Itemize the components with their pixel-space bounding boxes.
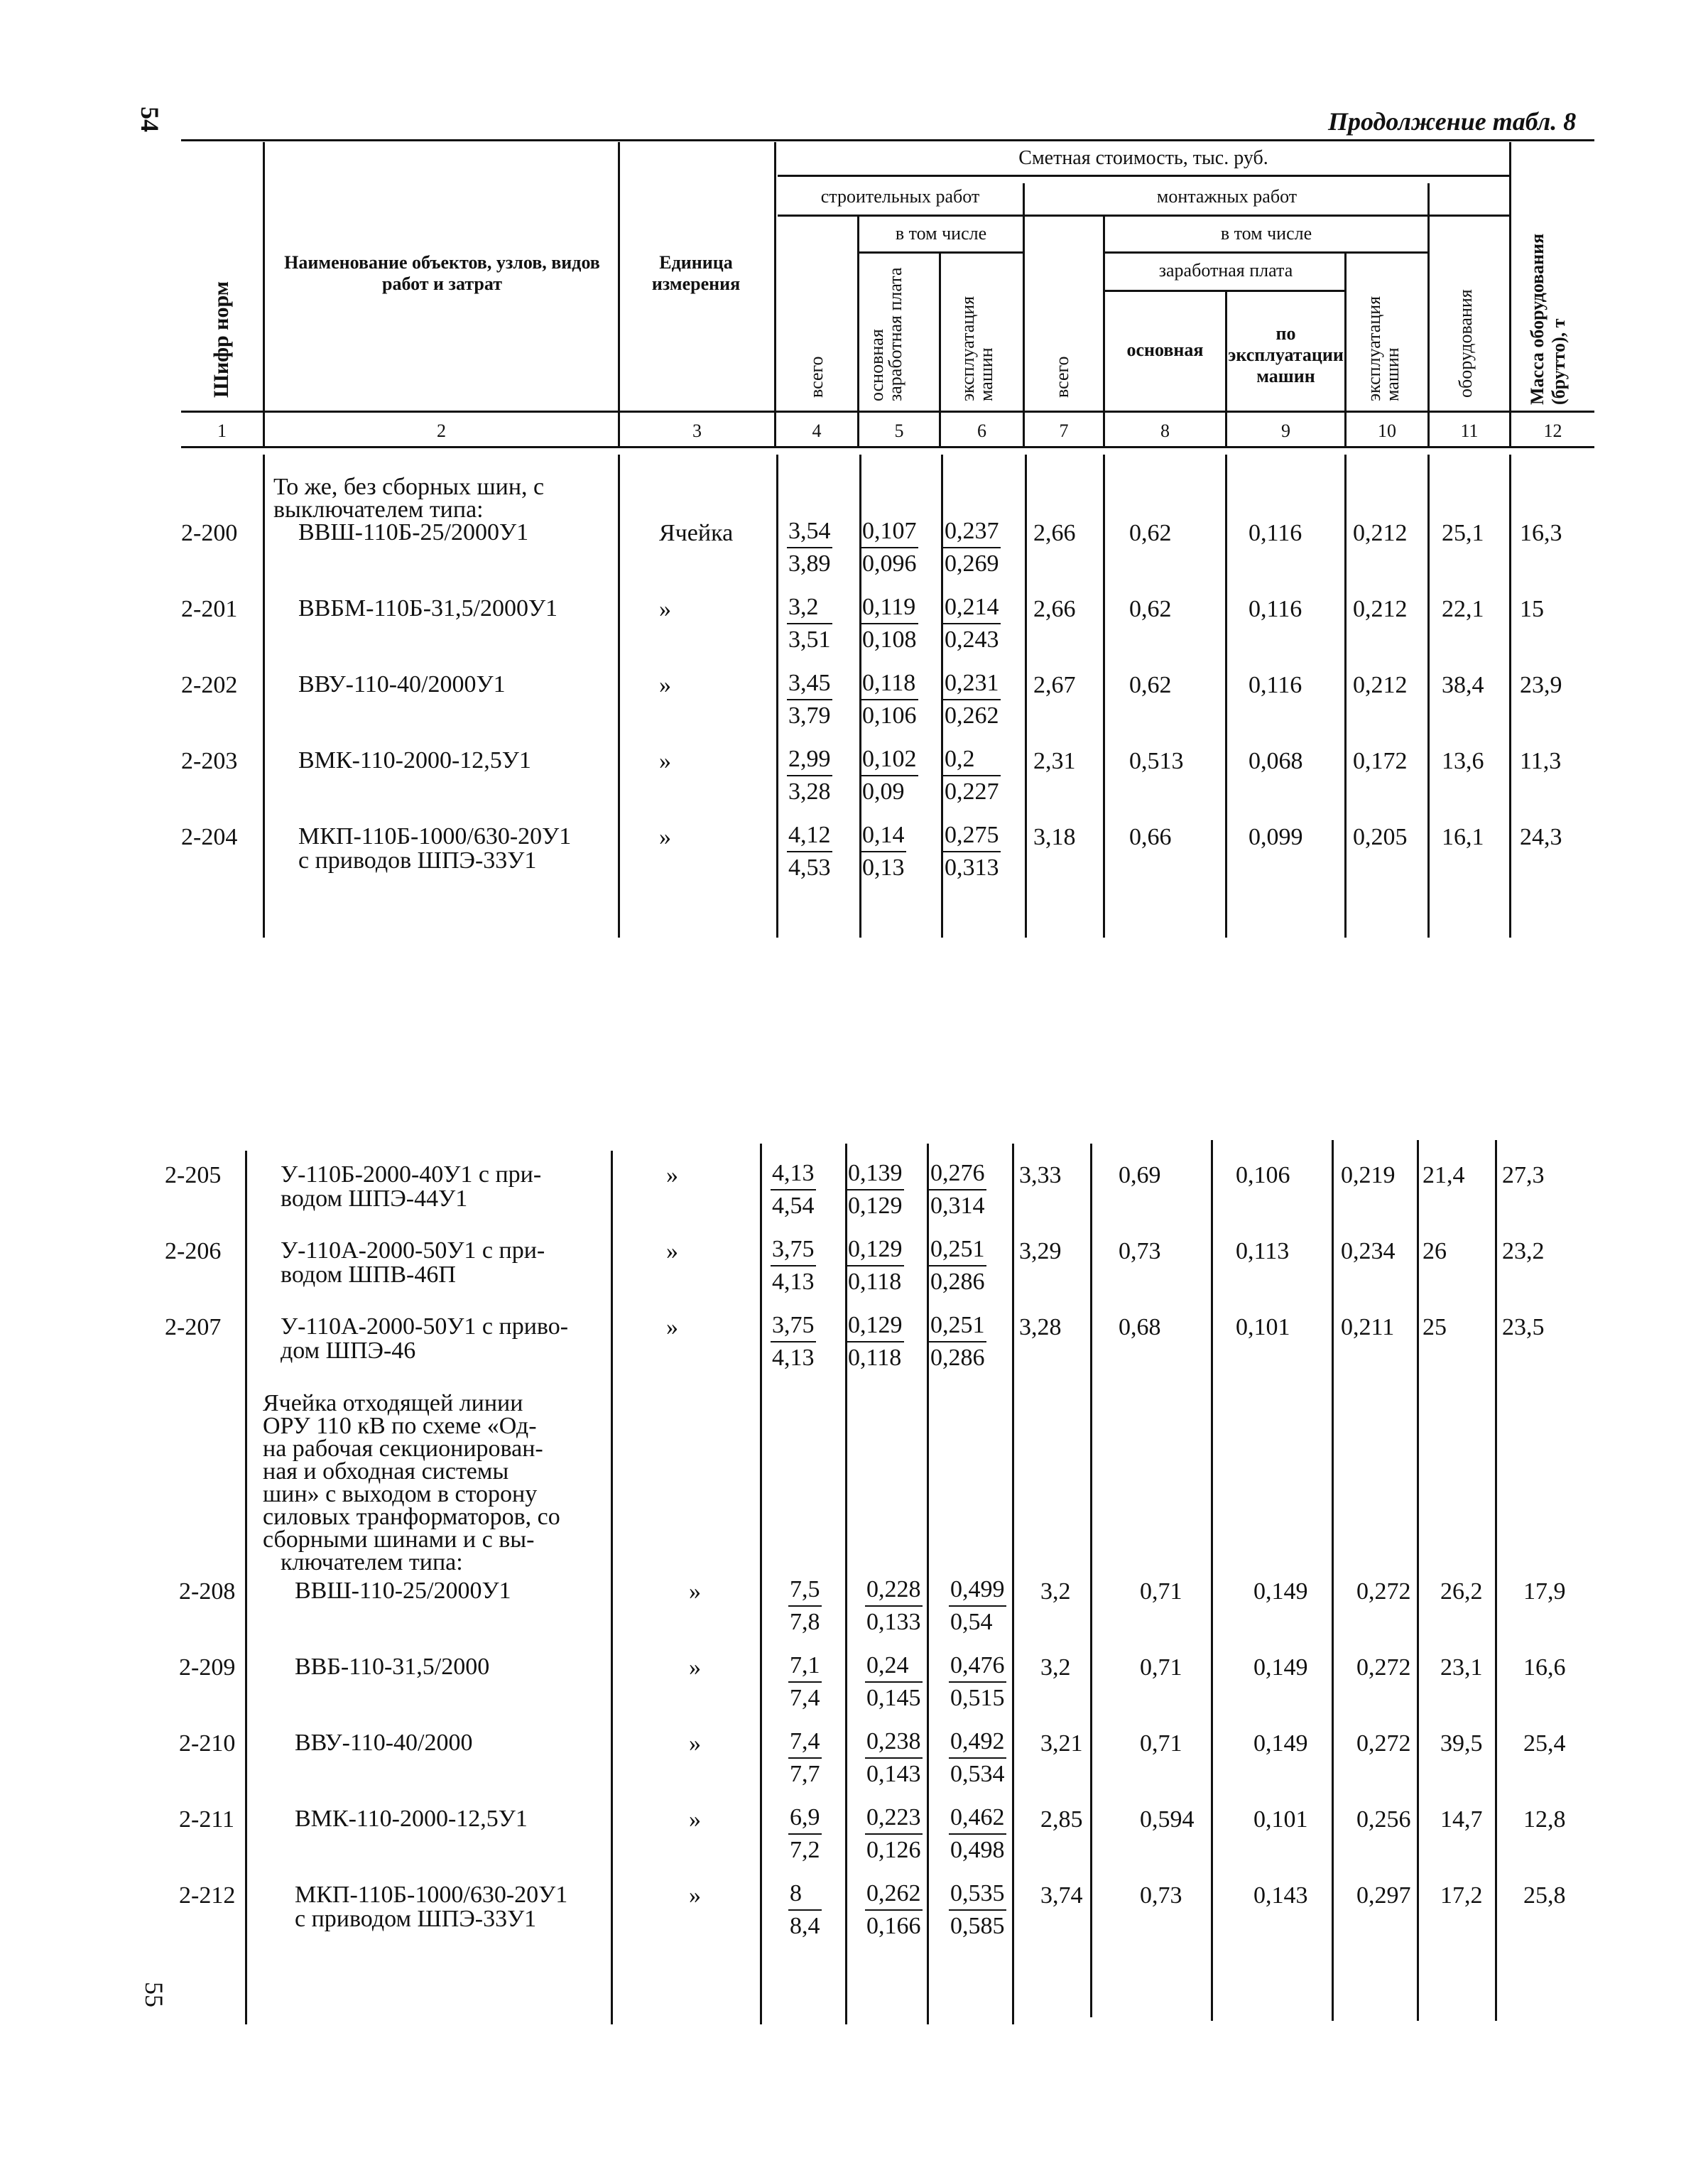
row-c8: 0,71 <box>1140 1654 1182 1681</box>
row-c10: 0,219 <box>1341 1162 1396 1188</box>
row-c6 <box>943 516 1001 580</box>
row-c4-lower: 4,54 <box>772 1193 815 1219</box>
row-name: ВВШ-110-25/2000У1 <box>295 1578 511 1604</box>
header-col12: Масса оборудования (брутто), т <box>1527 233 1569 405</box>
row-c6-upper: 0,237 <box>943 516 1001 548</box>
row-c5-lower: 0,118 <box>848 1269 902 1295</box>
row-c5-upper: 0,102 <box>861 744 918 776</box>
header-col11: оборудования <box>1455 289 1476 398</box>
row-c11: 14,7 <box>1440 1806 1483 1833</box>
row-c6 <box>949 1802 1006 1866</box>
row-c10: 0,234 <box>1341 1238 1396 1264</box>
row-c6-upper: 0,492 <box>949 1726 1006 1759</box>
row-c5-upper: 0,223 <box>865 1802 923 1835</box>
row-c4 <box>771 1310 816 1374</box>
row-c5 <box>847 1234 904 1298</box>
section2-intro-line5: шин» с выходом в сторону <box>263 1481 538 1507</box>
row-c4-upper: 3,54 <box>787 516 832 548</box>
row-c5-lower: 0,096 <box>862 550 917 577</box>
row-c5 <box>861 668 918 732</box>
row-code: 2-201 <box>181 596 238 622</box>
row-c6-lower: 0,243 <box>945 626 999 653</box>
row-c12: 12,8 <box>1523 1806 1566 1833</box>
row-c8: 0,513 <box>1129 748 1184 774</box>
row-c4-upper: 3,45 <box>787 668 832 700</box>
row-c5-upper: 0,129 <box>847 1234 904 1266</box>
row-c7: 3,2 <box>1040 1578 1071 1605</box>
row-name: У-110А-2000-50У1 с приво- <box>281 1313 569 1340</box>
row-c4-lower: 3,89 <box>788 550 831 577</box>
row-c4 <box>788 1802 822 1866</box>
row-c10: 0,211 <box>1341 1314 1395 1340</box>
section2-intro-line2: ОРУ 110 кВ по схеме «Од- <box>263 1413 537 1439</box>
row-c10: 0,272 <box>1356 1730 1411 1757</box>
row-c4-upper: 6,9 <box>788 1802 822 1835</box>
row-c5-upper: 0,262 <box>865 1878 923 1911</box>
row-c5 <box>865 1802 923 1866</box>
row-c4-upper: 4,13 <box>771 1158 816 1190</box>
row-c11: 16,1 <box>1442 824 1484 850</box>
row-c4-lower: 7,7 <box>790 1761 820 1787</box>
row-c4-lower: 7,8 <box>790 1609 820 1635</box>
row-c4-upper: 3,75 <box>771 1310 816 1342</box>
col-num-12: 12 <box>1543 421 1562 441</box>
row-c5-upper: 0,129 <box>847 1310 904 1342</box>
row-c11: 26,2 <box>1440 1578 1483 1605</box>
row-c9: 0,149 <box>1253 1654 1308 1681</box>
col-num-7: 7 <box>1059 421 1069 441</box>
row-c4 <box>771 1234 816 1298</box>
header-incl-build: в том числе <box>895 223 987 244</box>
row-c5-lower: 0,108 <box>862 626 917 653</box>
row-c4-lower: 4,13 <box>772 1269 815 1295</box>
page-number-top: 54 <box>136 107 164 132</box>
row-code: 2-212 <box>179 1882 236 1909</box>
row-name: водом ШПЭ-44У1 <box>281 1186 468 1212</box>
row-c5 <box>847 1310 904 1374</box>
row-c5-lower: 0,133 <box>866 1609 921 1635</box>
page-title: Продолжение табл. 8 <box>1328 107 1577 136</box>
row-c4 <box>788 1726 822 1790</box>
row-c4-upper: 3,2 <box>787 592 832 624</box>
row-c4 <box>788 1878 822 1942</box>
row-c9: 0,101 <box>1236 1314 1290 1340</box>
row-c4-upper: 2,99 <box>787 744 832 776</box>
header-col9: по эксплуатации машин <box>1228 323 1344 386</box>
row-c8: 0,62 <box>1129 672 1172 698</box>
row-name: с приводом ШПЭ-33У1 <box>295 1906 537 1932</box>
row-c5-upper: 0,119 <box>861 592 918 624</box>
row-name: водом ШПВ-46П <box>281 1262 456 1288</box>
row-unit: » <box>666 1314 678 1340</box>
row-c11: 38,4 <box>1442 672 1484 698</box>
header-col2: Наименование объектов, узлов, видов работ и затрат <box>284 252 600 294</box>
row-c4-lower: 8,4 <box>790 1913 820 1939</box>
row-c5-lower: 0,13 <box>862 855 905 881</box>
row-c12: 16,6 <box>1523 1654 1566 1681</box>
row-code: 2-209 <box>179 1654 236 1681</box>
row-c4-lower: 4,13 <box>772 1345 815 1371</box>
header-incl-mount: в том числе <box>1220 223 1312 244</box>
row-code: 2-200 <box>181 520 238 546</box>
row-c6-lower: 0,54 <box>950 1609 993 1635</box>
row-c12: 23,9 <box>1520 672 1562 698</box>
row-c5-lower: 0,106 <box>862 702 917 729</box>
row-c5-lower: 0,166 <box>866 1913 921 1939</box>
row-c12: 27,3 <box>1502 1162 1545 1188</box>
row-c6-lower: 0,286 <box>930 1345 985 1371</box>
row-c10: 0,256 <box>1356 1806 1411 1833</box>
header-col4: всего <box>806 356 827 398</box>
row-code: 2-204 <box>181 824 238 850</box>
row-c6-upper: 0,275 <box>943 820 1001 852</box>
row-c5-upper: 0,118 <box>861 668 918 700</box>
section2-intro-line6: силовых транформаторов, со <box>263 1504 560 1530</box>
row-c12: 23,2 <box>1502 1238 1545 1264</box>
row-c6-lower: 0,585 <box>950 1913 1005 1939</box>
row-c6-upper: 0,231 <box>943 668 1001 700</box>
row-c10: 0,212 <box>1353 672 1408 698</box>
row-code: 2-208 <box>179 1578 236 1605</box>
row-c5 <box>865 1574 923 1638</box>
row-c6-upper: 0,476 <box>949 1650 1006 1683</box>
row-c6 <box>943 668 1001 732</box>
row-unit: » <box>689 1730 701 1757</box>
row-c6 <box>949 1650 1006 1714</box>
row-c8: 0,71 <box>1140 1730 1182 1757</box>
col-num-3: 3 <box>692 421 702 441</box>
row-c6-upper: 0,2 <box>943 744 1001 776</box>
row-c5-upper: 0,107 <box>861 516 918 548</box>
row-c4 <box>787 592 832 656</box>
row-c11: 22,1 <box>1442 596 1484 622</box>
row-c5-lower: 0,143 <box>866 1761 921 1787</box>
row-c6-upper: 0,214 <box>943 592 1001 624</box>
col-num-4: 4 <box>812 421 822 441</box>
row-c12: 15 <box>1520 596 1544 622</box>
row-c9: 0,149 <box>1253 1730 1308 1757</box>
row-c7: 3,21 <box>1040 1730 1083 1757</box>
row-c11: 39,5 <box>1440 1730 1483 1757</box>
row-c6-lower: 0,515 <box>950 1685 1005 1711</box>
row-c4-upper: 7,1 <box>788 1650 822 1683</box>
section2-intro-line8: ключателем типа: <box>281 1549 463 1575</box>
row-c4-lower: 4,53 <box>788 855 831 881</box>
row-c9: 0,101 <box>1253 1806 1308 1833</box>
row-c9: 0,068 <box>1249 748 1303 774</box>
row-c12: 11,3 <box>1520 748 1562 774</box>
row-c4 <box>788 1574 822 1638</box>
row-c10: 0,212 <box>1353 520 1408 546</box>
row-c7: 3,74 <box>1040 1882 1083 1909</box>
row-unit: » <box>689 1578 701 1605</box>
row-c8: 0,73 <box>1140 1882 1182 1909</box>
header-col7: всего <box>1052 356 1072 398</box>
row-c4-lower: 3,28 <box>788 779 831 805</box>
row-c12: 25,8 <box>1523 1882 1566 1909</box>
row-unit: » <box>666 1238 678 1264</box>
row-c6 <box>929 1158 986 1222</box>
row-c5-upper: 0,238 <box>865 1726 923 1759</box>
row-c9: 0,113 <box>1236 1238 1290 1264</box>
row-c8: 0,68 <box>1119 1314 1161 1340</box>
section2-intro-line1: Ячейка отходящей линии <box>263 1390 523 1416</box>
row-c6 <box>949 1574 1006 1638</box>
header-col10: эксплуатация машин <box>1364 295 1403 401</box>
row-c5-lower: 0,09 <box>862 779 905 805</box>
row-name: МКП-110Б-1000/630-20У1 <box>295 1882 568 1908</box>
row-c4-upper: 3,75 <box>771 1234 816 1266</box>
row-c7: 2,31 <box>1033 748 1076 774</box>
row-name: ВВУ-110-40/2000У1 <box>298 671 506 698</box>
header-col6: эксплуатация машин <box>957 295 996 401</box>
row-c8: 0,66 <box>1129 824 1172 850</box>
row-c6-lower: 0,534 <box>950 1761 1005 1787</box>
header-group-cost: Сметная стоимость, тыс. руб. <box>1018 147 1268 169</box>
col-num-1: 1 <box>217 421 227 441</box>
row-c9: 0,143 <box>1253 1882 1308 1909</box>
col-num-11: 11 <box>1460 421 1479 441</box>
row-c6-lower: 0,227 <box>945 779 999 805</box>
row-c4 <box>787 820 832 884</box>
row-name: дом ШПЭ-46 <box>281 1338 416 1364</box>
row-c7: 3,28 <box>1019 1314 1062 1340</box>
row-c4-upper: 7,5 <box>788 1574 822 1607</box>
row-c5-lower: 0,118 <box>848 1345 902 1371</box>
row-code: 2-202 <box>181 672 238 698</box>
row-name: ВВУ-110-40/2000 <box>295 1730 473 1756</box>
row-c6-upper: 0,251 <box>929 1310 986 1342</box>
col-num-5: 5 <box>894 421 904 441</box>
section1-intro-line1: То же, без сборных шин, с <box>273 474 545 500</box>
row-code: 2-211 <box>179 1806 235 1833</box>
row-unit: » <box>659 596 671 622</box>
row-c7: 2,67 <box>1033 672 1076 698</box>
row-c5 <box>847 1158 904 1222</box>
header-group-mount: монтажных работ <box>1156 186 1298 207</box>
col-num-9: 9 <box>1281 421 1290 441</box>
row-c4-upper: 7,4 <box>788 1726 822 1759</box>
row-code: 2-207 <box>165 1314 222 1340</box>
header-col5: основная заработная плата <box>866 267 905 401</box>
row-c4 <box>771 1158 816 1222</box>
row-c12: 25,4 <box>1523 1730 1566 1757</box>
row-c5 <box>861 744 918 808</box>
row-c5 <box>865 1878 923 1942</box>
col-num-6: 6 <box>977 421 986 441</box>
row-c4 <box>788 1650 822 1714</box>
row-c5 <box>865 1650 923 1714</box>
header-col3: Единица измерения <box>651 252 741 294</box>
section2-intro-line3: на рабочая секционирован- <box>263 1436 543 1462</box>
row-c9: 0,116 <box>1249 672 1302 698</box>
row-code: 2-205 <box>165 1162 222 1188</box>
row-code: 2-203 <box>181 748 238 774</box>
row-c12: 17,9 <box>1523 1578 1566 1605</box>
row-c6-lower: 0,313 <box>945 855 999 881</box>
row-c6-upper: 0,535 <box>949 1878 1006 1911</box>
row-c12: 23,5 <box>1502 1314 1545 1340</box>
row-c12: 16,3 <box>1520 520 1562 546</box>
row-c6-upper: 0,462 <box>949 1802 1006 1835</box>
row-c11: 25,1 <box>1442 520 1484 546</box>
row-unit: » <box>659 748 671 774</box>
col-num-10: 10 <box>1378 421 1396 441</box>
row-unit: » <box>689 1882 701 1909</box>
row-name: ВВБ-110-31,5/2000 <box>295 1654 490 1680</box>
row-c8: 0,594 <box>1140 1806 1195 1833</box>
row-c10: 0,212 <box>1353 596 1408 622</box>
row-c6 <box>943 744 1001 808</box>
section2-intro-line7: сборными шинами и с вы- <box>263 1526 535 1553</box>
section2-intro-line4: ная и обходная системы <box>263 1458 509 1485</box>
section1-intro-line2: выключателем типа: <box>273 497 484 523</box>
row-c5-lower: 0,126 <box>866 1837 921 1863</box>
row-c11: 13,6 <box>1442 748 1484 774</box>
row-c5-upper: 0,139 <box>847 1158 904 1190</box>
row-c4-upper: 8 <box>788 1878 822 1911</box>
row-c6-lower: 0,262 <box>945 702 999 729</box>
row-c11: 23,1 <box>1440 1654 1483 1681</box>
row-c9: 0,116 <box>1249 596 1302 622</box>
row-c4-lower: 7,4 <box>790 1685 820 1711</box>
row-c5-upper: 0,14 <box>861 820 906 852</box>
row-c6 <box>929 1234 986 1298</box>
row-unit: » <box>689 1806 701 1833</box>
row-c5-upper: 0,24 <box>865 1650 923 1683</box>
row-name: У-110Б-2000-40У1 с при- <box>281 1161 542 1188</box>
row-c7: 3,2 <box>1040 1654 1071 1681</box>
header-col1: Шифр норм <box>210 281 233 398</box>
row-c6-lower: 0,269 <box>945 550 999 577</box>
row-c11: 26 <box>1423 1238 1447 1264</box>
row-c6 <box>943 820 1001 884</box>
row-c6-upper: 0,251 <box>929 1234 986 1266</box>
row-name: ВМК-110-2000-12,5У1 <box>298 747 531 774</box>
row-c7: 3,29 <box>1019 1238 1062 1264</box>
row-c8: 0,69 <box>1119 1162 1161 1188</box>
row-c8: 0,62 <box>1129 520 1172 546</box>
row-c4-lower: 3,51 <box>788 626 831 653</box>
row-c6 <box>949 1726 1006 1790</box>
row-c9: 0,099 <box>1249 824 1303 850</box>
row-c4 <box>787 744 832 808</box>
row-c11: 25 <box>1423 1314 1447 1340</box>
row-c11: 21,4 <box>1423 1162 1465 1188</box>
row-c10: 0,205 <box>1353 824 1408 850</box>
row-c10: 0,297 <box>1356 1882 1411 1909</box>
header-col8: основная <box>1126 340 1204 360</box>
row-c5 <box>861 820 906 884</box>
row-c6-upper: 0,499 <box>949 1574 1006 1607</box>
row-c6-lower: 0,314 <box>930 1193 985 1219</box>
header-group-build: строительных работ <box>820 186 980 207</box>
row-c10: 0,272 <box>1356 1578 1411 1605</box>
row-c7: 2,66 <box>1033 520 1076 546</box>
row-c10: 0,272 <box>1356 1654 1411 1681</box>
page-number-bottom: 55 <box>140 1982 168 2007</box>
col-num-8: 8 <box>1160 421 1170 441</box>
row-name: У-110А-2000-50У1 с при- <box>281 1237 545 1264</box>
row-unit: » <box>659 824 671 850</box>
row-c6 <box>943 592 1001 656</box>
row-c7: 2,85 <box>1040 1806 1083 1833</box>
row-c8: 0,71 <box>1140 1578 1182 1605</box>
row-c5-upper: 0,228 <box>865 1574 923 1607</box>
row-c6 <box>949 1878 1006 1942</box>
row-c5 <box>865 1726 923 1790</box>
row-c4 <box>787 668 832 732</box>
row-c4-lower: 3,79 <box>788 702 831 729</box>
row-c8: 0,62 <box>1129 596 1172 622</box>
row-name: ВМК-110-2000-12,5У1 <box>295 1806 528 1832</box>
row-c8: 0,73 <box>1119 1238 1161 1264</box>
row-c4-lower: 7,2 <box>790 1837 820 1863</box>
row-code: 2-206 <box>165 1238 222 1264</box>
row-unit: Ячейка <box>659 520 734 546</box>
row-name: МКП-110Б-1000/630-20У1 <box>298 823 572 850</box>
row-c4-upper: 4,12 <box>787 820 832 852</box>
row-c5 <box>861 592 918 656</box>
row-c11: 17,2 <box>1440 1882 1483 1909</box>
row-c6 <box>929 1310 986 1374</box>
row-c6-upper: 0,276 <box>929 1158 986 1190</box>
row-c9: 0,106 <box>1236 1162 1290 1188</box>
row-c7: 3,33 <box>1019 1162 1062 1188</box>
row-c7: 2,66 <box>1033 596 1076 622</box>
row-c9: 0,149 <box>1253 1578 1308 1605</box>
row-unit: » <box>689 1654 701 1681</box>
row-c5-lower: 0,129 <box>848 1193 903 1219</box>
row-c12: 24,3 <box>1520 824 1562 850</box>
col-num-2: 2 <box>437 421 446 441</box>
row-unit: » <box>666 1162 678 1188</box>
row-c5-lower: 0,145 <box>866 1685 921 1711</box>
row-c7: 3,18 <box>1033 824 1076 850</box>
row-c6-lower: 0,498 <box>950 1837 1005 1863</box>
row-c9: 0,116 <box>1249 520 1302 546</box>
row-c6-lower: 0,286 <box>930 1269 985 1295</box>
row-unit: » <box>659 672 671 698</box>
row-code: 2-210 <box>179 1730 236 1757</box>
row-c4 <box>787 516 832 580</box>
header-wage-group: заработная плата <box>1158 260 1293 281</box>
row-name: с приводов ШПЭ-33У1 <box>298 847 537 874</box>
row-c10: 0,172 <box>1353 748 1408 774</box>
row-name: ВВШ-110Б-25/2000У1 <box>298 519 529 546</box>
row-name: ВВБМ-110Б-31,5/2000У1 <box>298 595 558 622</box>
row-c5 <box>861 516 918 580</box>
